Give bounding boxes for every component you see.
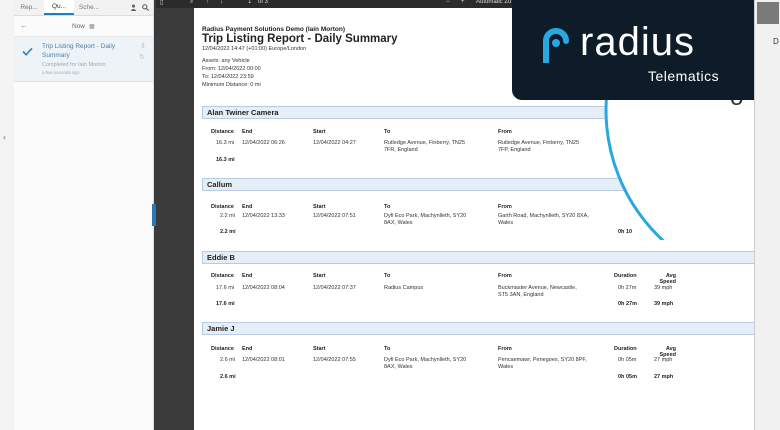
col-avg-speed: Avg Speed	[659, 346, 676, 358]
back-arrow-icon[interactable]: ←	[20, 21, 28, 30]
col-start: Start	[313, 204, 326, 210]
brand-logo	[512, 0, 754, 100]
tab-reports[interactable]: Rep...	[20, 4, 38, 11]
report-generated: 12/04/2022 14:47 (+01:00) Europe/London	[202, 46, 307, 52]
cell-from: Garth Road, Machynlleth, SY20 8XA, Wales	[498, 213, 589, 226]
arrow-up-icon[interactable]: ↑	[206, 0, 209, 5]
tab-schedule[interactable]: Sche...	[78, 4, 100, 11]
brand-name: radius	[580, 20, 695, 64]
job-status: Completed for Iain Morton	[42, 62, 106, 68]
cell-distance: 2.6 mi	[220, 357, 235, 363]
total-speed: 27 mph	[654, 374, 674, 380]
col-distance: Distance	[211, 346, 234, 352]
cell-to: Dyfi Eco Park, Machynlleth, SY20 8AX, Wales	[384, 357, 467, 370]
report-title: Trip Listing Report - Daily Summary	[202, 33, 398, 45]
group-header: Callum	[202, 178, 778, 191]
page-number-input[interactable]: 1	[248, 0, 252, 5]
col-to: To	[384, 204, 391, 210]
download-icon[interactable]: ⇩	[140, 43, 146, 50]
col-avg-speed: Avg Speed	[659, 273, 676, 285]
right-strip-label: D	[773, 37, 779, 46]
left-edge	[0, 0, 15, 430]
cell-from: Buckmaster Avenue, Newcastle, ST5 3AN, England	[498, 285, 577, 298]
col-from: From	[498, 204, 512, 210]
total-distance: 2.6 mi	[220, 374, 236, 380]
col-start: Start	[313, 129, 326, 135]
cell-to: Radius Campus	[384, 285, 424, 291]
radius-logo-icon	[540, 27, 570, 63]
cell-start: 12/04/2022 07:51	[313, 213, 356, 219]
report-from: From: 12/04/2022 00:00	[202, 66, 261, 72]
col-start: Start	[313, 273, 326, 279]
col-to: To	[384, 346, 391, 352]
total-duration: 0h 10	[618, 229, 633, 235]
total-distance: 16.3 mi	[216, 157, 235, 163]
total-speed: 39 mph	[654, 301, 674, 307]
cell-end: 12/04/2022 08:01	[242, 357, 285, 363]
now-label: Now	[72, 22, 86, 30]
calendar-icon[interactable]: ▦	[89, 23, 95, 30]
col-distance: Distance	[211, 273, 234, 279]
total-distance: 17.6 mi	[216, 301, 235, 307]
date-nav	[14, 16, 153, 37]
cell-end: 12/04/2022 13:33	[242, 213, 285, 219]
job-time: a few seconds ago	[42, 70, 80, 75]
col-end: End	[242, 129, 253, 135]
cell-speed: 27 mph	[654, 357, 673, 363]
cell-start: 12/04/2022 07:55	[313, 357, 356, 363]
cell-start: 12/04/2022 07:37	[313, 285, 356, 291]
col-to: To	[384, 273, 391, 279]
cell-from: Pencaemawr, Penegoes, SY20 8PF, Wales	[498, 357, 587, 370]
search-icon[interactable]	[142, 4, 149, 11]
arrow-down-icon[interactable]: ↓	[220, 0, 223, 5]
chevron-left-icon[interactable]: ‹	[3, 132, 6, 142]
col-end: End	[242, 346, 253, 352]
cell-distance: 16.3 mi	[216, 140, 235, 146]
col-from: From	[498, 273, 512, 279]
cell-start: 12/04/2022 04:27	[313, 140, 356, 146]
col-to: To	[384, 129, 391, 135]
group-header: Jamie J	[202, 322, 778, 335]
col-from: From	[498, 129, 512, 135]
cell-end: 12/04/2022 06:26	[242, 140, 285, 146]
right-strip	[754, 0, 780, 430]
col-duration: Duration	[614, 346, 637, 352]
panel-tabs	[14, 0, 153, 16]
job-item[interactable]	[14, 37, 153, 82]
total-distance: 2.2 mi	[220, 229, 236, 235]
report-assets: Assets: any Vehicle	[202, 58, 250, 64]
job-title[interactable]: Trip Listing Report - Daily Summary	[42, 43, 116, 59]
group-header: Eddie B	[202, 251, 778, 264]
report-min-distance: Minimum Distance: 0 mi	[202, 82, 261, 88]
refresh-icon[interactable]: ↻	[139, 54, 145, 61]
total-duration: 0h 27m	[618, 301, 637, 307]
brand-tagline: Telematics	[648, 68, 720, 84]
col-duration: Duration	[614, 273, 637, 279]
cell-distance: 2.2 mi	[220, 213, 235, 219]
report-company: Radius Payment Solutions Demo (Iain Morton)	[202, 26, 346, 33]
page-total: of 3	[258, 0, 269, 5]
reports-panel	[14, 0, 154, 430]
col-start: Start	[313, 346, 326, 352]
cell-to: Dyfi Eco Park, Machynlleth, SY20 8AX, Wales	[384, 213, 467, 226]
report-to: To: 12/04/2022 23:59	[202, 74, 254, 80]
cell-to: Rutledge Avenue, Finberry, TN25 7FR, England	[384, 140, 466, 153]
col-distance: Distance	[211, 204, 234, 210]
cell-duration: 0h 05m	[618, 357, 637, 363]
cell-speed: 39 mph	[654, 285, 673, 291]
cell-distance: 17.6 mi	[216, 285, 235, 291]
sidebar-toggle-icon[interactable]: ▯	[160, 0, 164, 6]
zoom-in-icon[interactable]: +	[461, 0, 465, 5]
cell-from: Rutledge Avenue, Finberry, TN25 7FP, England	[498, 140, 580, 153]
zoom-select[interactable]: Automatic Zo	[476, 0, 512, 5]
col-from: From	[498, 346, 512, 352]
group-header: Alan Twiner Camera	[202, 106, 778, 119]
zoom-out-icon[interactable]: −	[446, 0, 450, 5]
search-icon[interactable]: ⌕	[190, 0, 194, 5]
tab-queue[interactable]: Qu...	[44, 0, 74, 15]
checkmark-icon	[22, 43, 33, 61]
col-end: End	[242, 204, 253, 210]
thumbnail-icon	[757, 2, 779, 24]
cell-duration: 0h 27m	[618, 285, 637, 291]
col-distance: Distance	[211, 129, 234, 135]
user-icon[interactable]	[130, 4, 137, 11]
cell-end: 12/04/2022 08:04	[242, 285, 285, 291]
col-end: End	[242, 273, 253, 279]
total-duration: 0h 05m	[618, 374, 637, 380]
